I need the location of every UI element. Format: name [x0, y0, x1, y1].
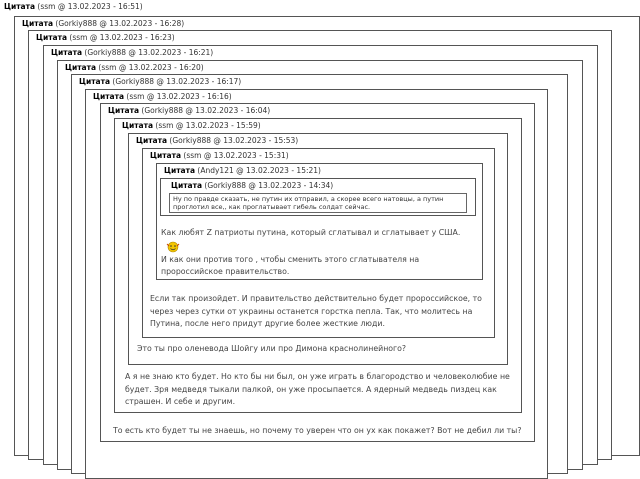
quote-text-g1553: Это ты про оленевода Шойгу или про Димона краснолинейного?	[137, 344, 407, 353]
quote-label: Цитата	[4, 2, 36, 11]
quote-meta: (ssm @ 13.02.2023 - 16:51)	[37, 2, 143, 11]
quote-header-3: Цитата (ssm @ 13.02.2023 - 16:23)	[36, 33, 175, 42]
quote-text-ssm1559: А я не знаю кто будет. Но кто бы ни был, он уже играть в благородство и человеколюбие не будет. Зря медведя тыкали палкой, он уже просыпается. А ядерный медведь пиздец как страшен. И себе и другим.	[125, 372, 510, 406]
quote-header-4: Цитата (Gorkiy888 @ 13.02.2023 - 16:21)	[51, 48, 214, 57]
quote-header-6: Цитата (Gorkiy888 @ 13.02.2023 - 16:17)	[79, 77, 242, 86]
quote-header-1	[4, 2, 143, 11]
quote-text-andy-3: пророссийское правительство.	[161, 267, 290, 276]
quote-text-andy-1: Как любят Z патриоты путина, который сглатывал и сглатывает у США.	[161, 228, 461, 237]
quote-header-5: Цитата (ssm @ 13.02.2023 - 16:20)	[65, 63, 204, 72]
quote-box-13	[160, 178, 476, 216]
quote-header-2: Цитата (Gorkiy888 @ 13.02.2023 - 16:28)	[22, 19, 185, 28]
smiley-icon	[166, 241, 180, 253]
quote-header-8: Цитата (Gorkiy888 @ 13.02.2023 - 16:04)	[108, 106, 271, 115]
quote-header-7: Цитата (ssm @ 13.02.2023 - 16:16)	[93, 92, 232, 101]
quote-header-11: Цитата (ssm @ 13.02.2023 - 15:31)	[150, 151, 289, 160]
innermost-quote-text: Ну по правде сказать, не путин их отправил, а скорее всего натовцы, а путин проглотил все,, как проглатывает гибель солдат сейчас.	[169, 193, 467, 213]
quote-header-9: Цитата (ssm @ 13.02.2023 - 15:59)	[122, 121, 261, 130]
quote-text-andy-2: И как они против того , чтобы сменить этого сглатывателя на	[161, 255, 420, 264]
quote-text-g1604: То есть кто будет ты не знаешь, но почему то уверен что он ух как покажет? Вот не дебил ли ты?	[113, 426, 522, 435]
quote-header-12: Цитата (Andy121 @ 13.02.2023 - 15:21)	[164, 166, 321, 175]
quote-text-ssm1531: Если так произойдет. И правительство действительно будет пророссийское, то через через сутки от украины останется горстка пепла. Так, что молитесь на Путина, после него придут другие более жесткие люди.	[150, 294, 482, 328]
quote-header-10: Цитата (Gorkiy888 @ 13.02.2023 - 15:53)	[136, 136, 299, 145]
quote-header-13: Цитата (Gorkiy888 @ 13.02.2023 - 14:34)	[171, 181, 334, 190]
